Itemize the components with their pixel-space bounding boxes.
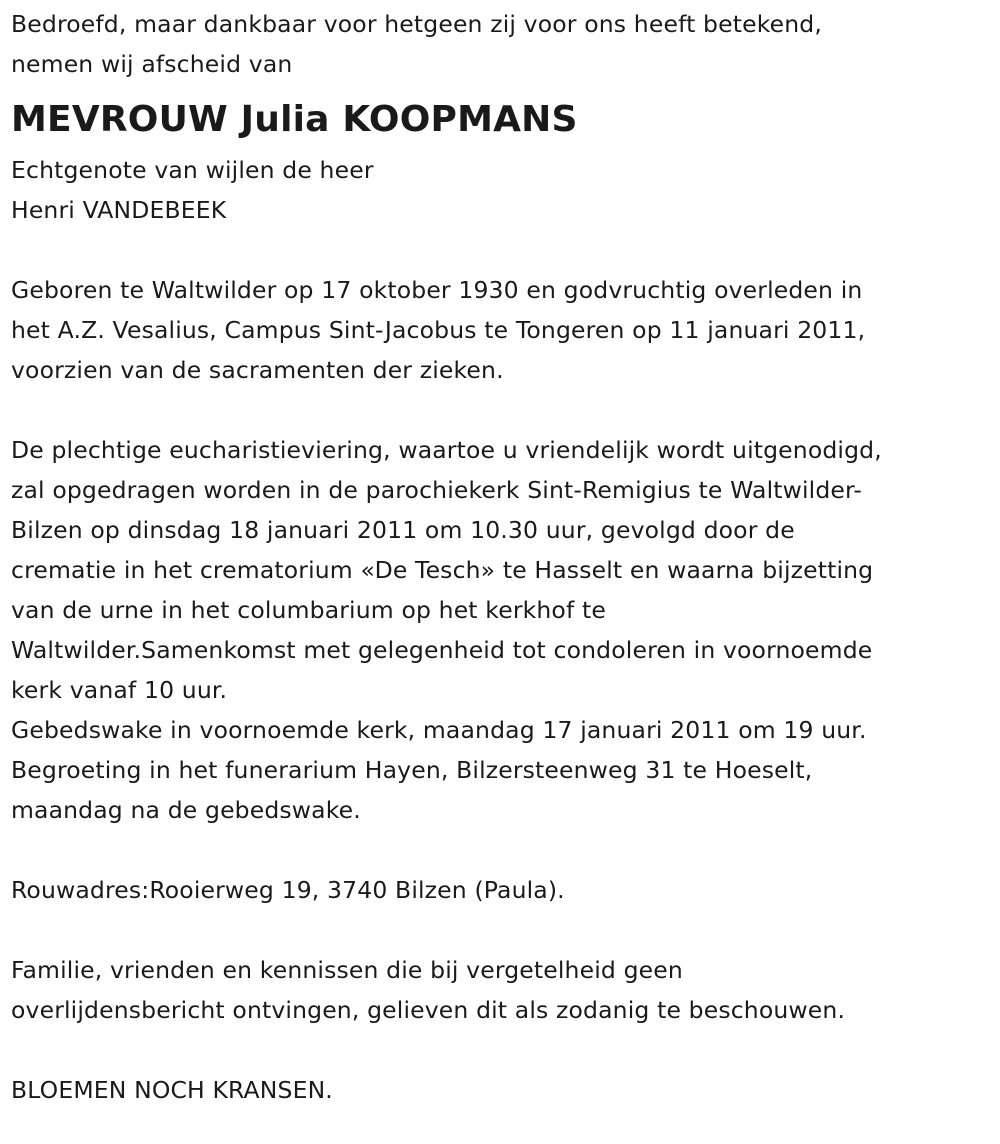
intro-paragraph [11, 4, 996, 84]
family-note-paragraph [11, 950, 996, 1030]
ceremony-line: Bilzen op dinsdag 18 januari 2011 om 10.30 uur, gevolgd door de [11, 516, 795, 544]
birth-death-paragraph [11, 270, 996, 390]
ceremony-line: De plechtige eucharistieviering, waartoe u vriendelijk wordt uitgenodigd, [11, 436, 882, 464]
ceremony-line: Gebedswake in voornoemde kerk, maandag 17 januari 2011 om 19 uur. [11, 716, 867, 744]
closing-line: BLOEMEN NOCH KRANSEN. [11, 1076, 333, 1104]
paragraph-gap [11, 1030, 996, 1070]
intro-line: Bedroefd, maar dankbaar voor hetgeen zij voor ons heeft betekend, [11, 10, 822, 38]
family-note-line: overlijdensbericht ontvingen, gelieven dit als zodanig te beschouwen. [11, 996, 846, 1024]
paragraph-gap [11, 910, 996, 950]
birth-death-line: het A.Z. Vesalius, Campus Sint-Jacobus te Tongeren op 11 januari 2011, [11, 316, 866, 344]
birth-death-line: Geboren te Waltwilder op 17 oktober 1930 en godvruchtig overleden in [11, 276, 863, 304]
deceased-name: MEVROUW Julia KOOPMANS [11, 99, 578, 140]
relation-line: Echtgenote van wijlen de heer [11, 156, 374, 184]
paragraph-gap [11, 830, 996, 870]
ceremony-line: zal opgedragen worden in de parochiekerk Sint-Remigius te Waltwilder- [11, 476, 862, 504]
ceremony-line: maandag na de gebedswake. [11, 796, 361, 824]
address-line: Rouwadres:Rooierweg 19, 3740 Bilzen (Paula). [11, 876, 565, 904]
relation-line: Henri VANDEBEEK [11, 196, 227, 224]
closing-paragraph [11, 1070, 996, 1110]
deceased-block [11, 90, 996, 230]
birth-death-line: voorzien van de sacramenten der zieken. [11, 356, 504, 384]
address-paragraph [11, 870, 996, 910]
ceremony-line: van de urne in het columbarium op het kerkhof te [11, 596, 606, 624]
ceremony-line: Waltwilder.Samenkomst met gelegenheid tot condoleren in voornoemde [11, 636, 873, 664]
family-note-line: Familie, vrienden en kennissen die bij vergetelheid geen [11, 956, 683, 984]
ceremony-line: kerk vanaf 10 uur. [11, 676, 228, 704]
ceremony-line: Begroeting in het funerarium Hayen, Bilzersteenweg 31 te Hoeselt, [11, 756, 813, 784]
paragraph-gap [11, 230, 996, 270]
paragraph-gap [11, 390, 996, 430]
ceremony-line: crematie in het crematorium «De Tesch» te Hasselt en waarna bijzetting [11, 556, 874, 584]
death-notice [11, 4, 996, 1110]
ceremony-paragraph [11, 430, 996, 830]
intro-line: nemen wij afscheid van [11, 50, 293, 78]
